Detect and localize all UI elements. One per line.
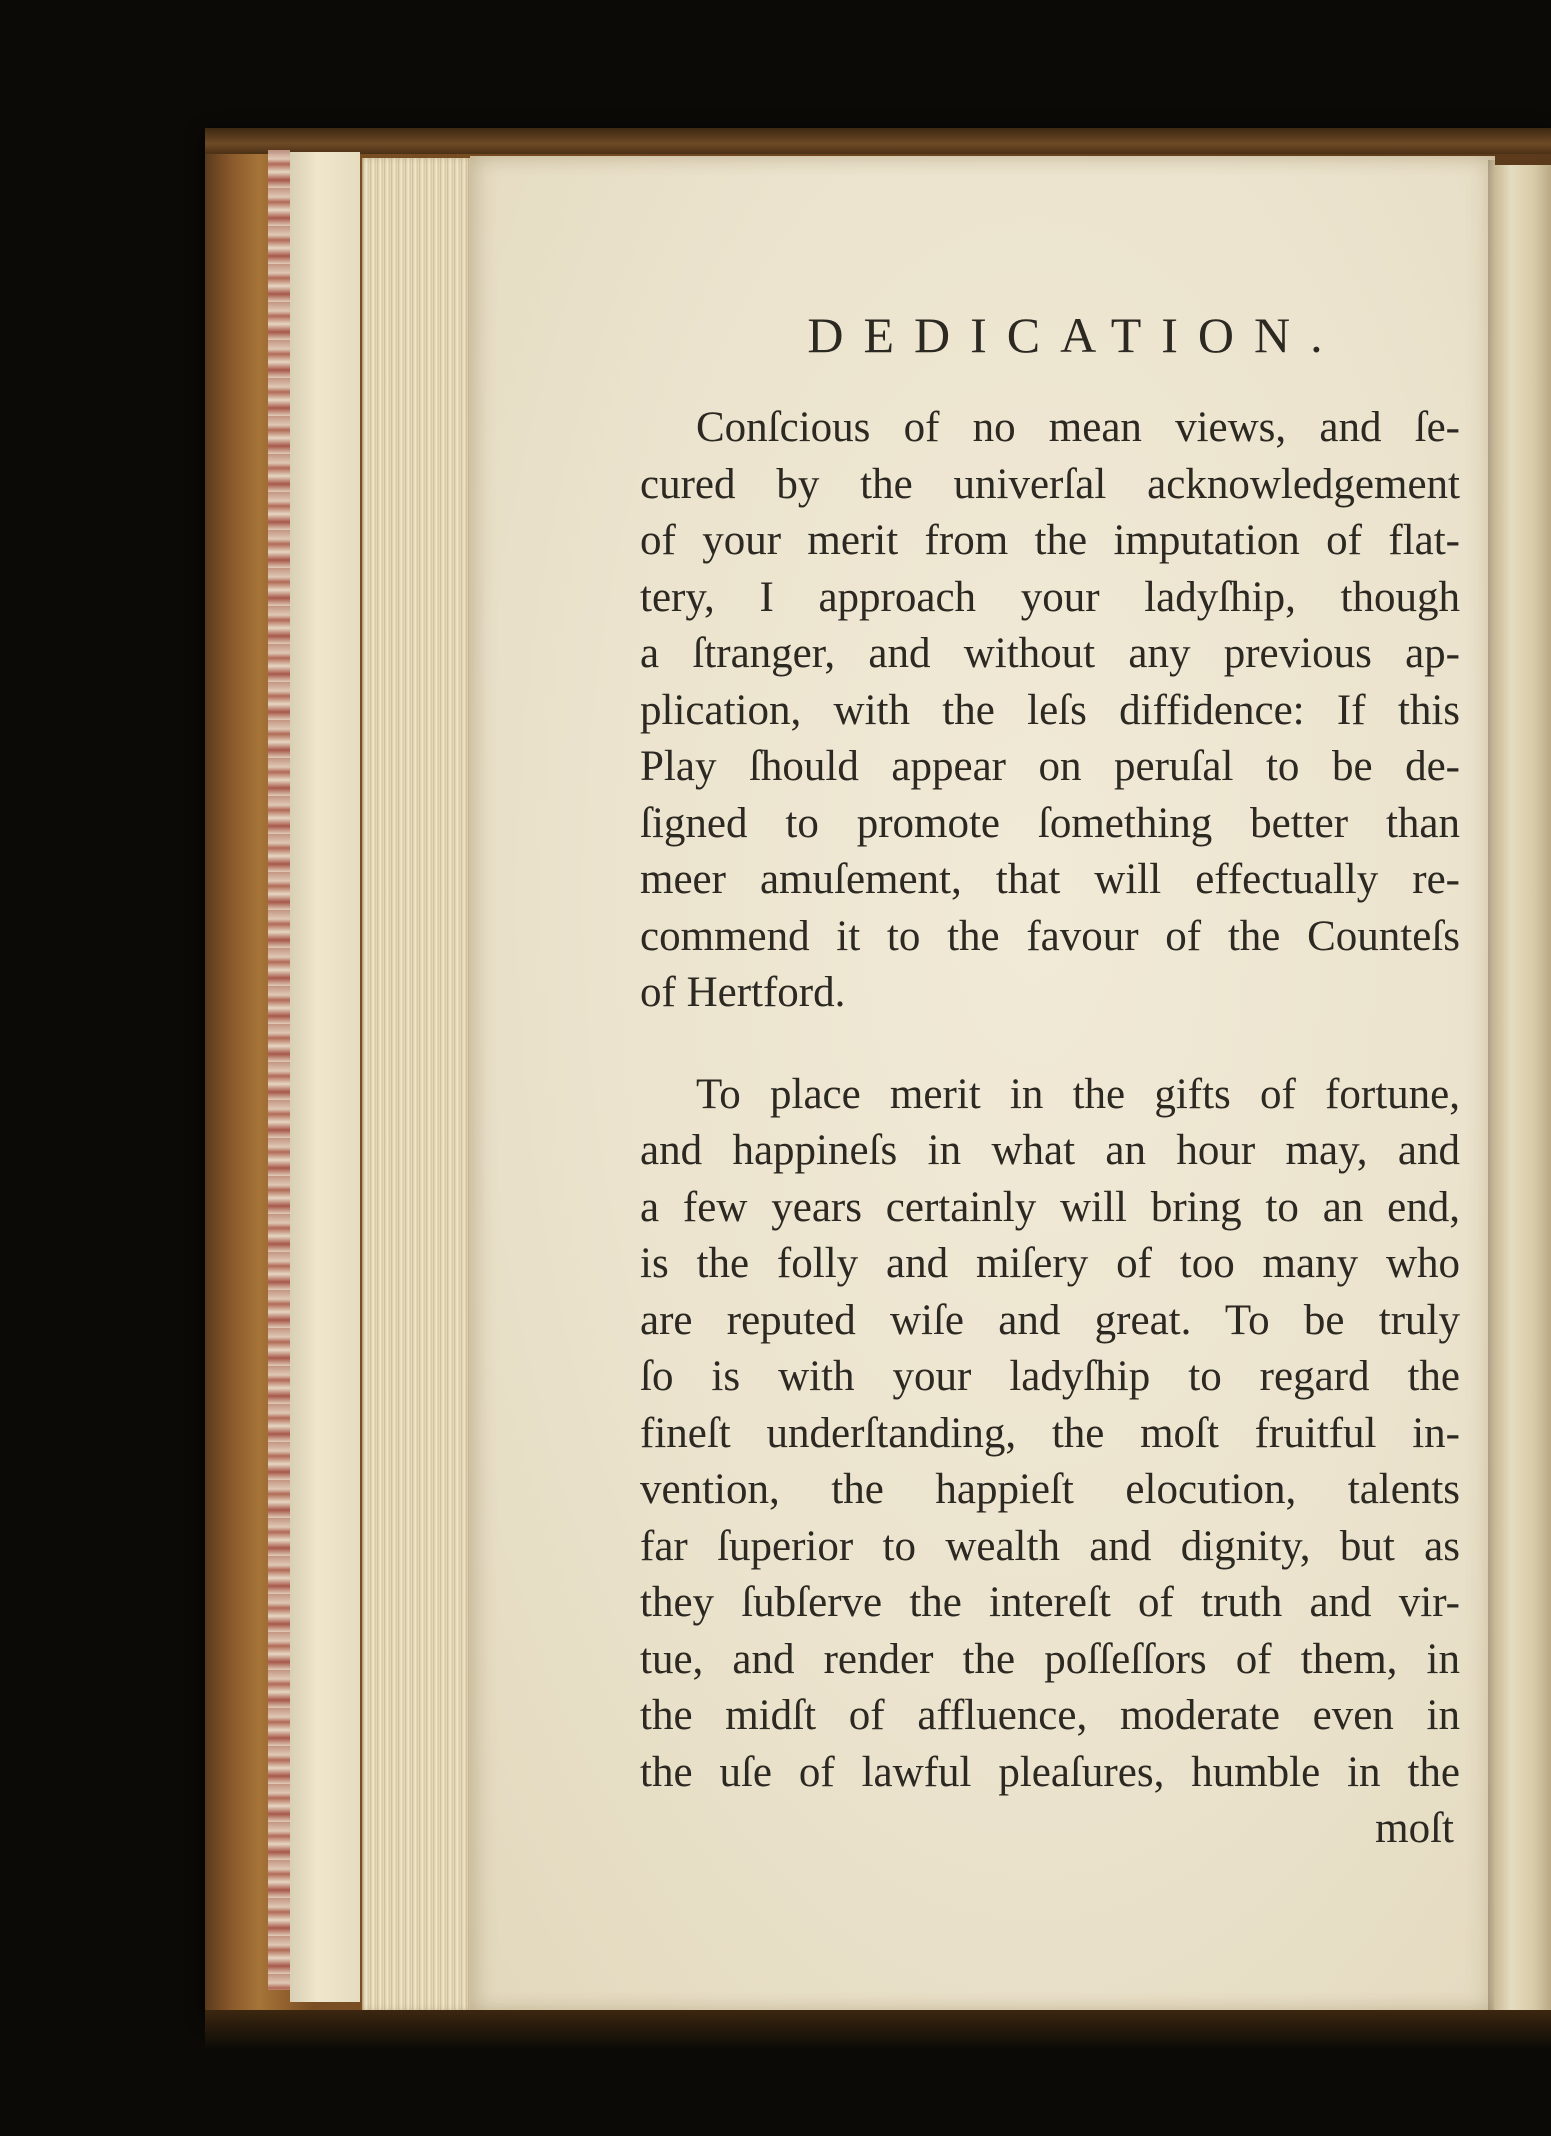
text-line: To place merit in the gifts of fortune,: [696, 1070, 1460, 1118]
text-line: tue, and render the poſſeſſors of them, in: [640, 1635, 1460, 1683]
text-line: commend it to the favour of the Counteſs: [640, 912, 1460, 960]
text-line: Conſcious of no mean views, and ſe-: [696, 404, 1460, 451]
text-line: and happineſs in what an hour may, and: [640, 1127, 1460, 1174]
page-stack: [362, 158, 473, 2010]
bottom-shadow: [205, 2010, 1551, 2050]
text-line: meer amuſement, that will effectually re-: [640, 856, 1460, 903]
text-line: ſo is with your ladyſhip to regard the: [640, 1353, 1460, 1400]
page-heading: DEDICATION.: [807, 307, 1343, 363]
text-line: ſigned to promote ſomething better than: [640, 799, 1460, 847]
marbled-page-edge: [268, 150, 290, 1990]
text-line: plication, with the leſs diffidence: If this: [640, 686, 1460, 734]
text-line: cured by the univerſal acknowledgement: [640, 460, 1460, 508]
text-line: Play ſhould appear on peruſal to be de-: [640, 743, 1460, 790]
text-line: fineſt underſtanding, the moſt fruitful in-: [640, 1409, 1460, 1457]
text-line: a ſtranger, and without any previous ap-: [640, 630, 1460, 677]
text-line: vention, the happieſt elocution, talents: [640, 1466, 1460, 1513]
binding-top-edge: [205, 128, 1551, 154]
paragraph-2: [640, 1067, 1460, 1802]
catchword: moſt: [1375, 1805, 1454, 1852]
paragraph-1: [640, 400, 1460, 1022]
text-line: of your merit from the imputation of flat-: [640, 517, 1460, 564]
text-line: is the folly and miſery of too many who: [640, 1240, 1460, 1287]
left-page-edge: [290, 152, 360, 2002]
text-line: the uſe of lawful pleaſures, humble in the: [640, 1748, 1460, 1796]
text-line: of Hertford.: [640, 969, 846, 1016]
text-line: are reputed wiſe and great. To be truly: [640, 1296, 1460, 1344]
text-line: far ſuperior to wealth and dignity, but as: [640, 1522, 1460, 1570]
page-text: [640, 300, 1460, 1858]
text-line: they ſubſerve the intereſt of truth and vir-: [640, 1579, 1460, 1626]
paragraph-gap: [640, 1022, 1460, 1067]
text-line: a few years certainly will bring to an end,: [640, 1183, 1460, 1231]
text-line: the midſt of affluence, moderate even in: [640, 1692, 1460, 1739]
text-line: tery, I approach your ladyſhip, though: [640, 573, 1460, 621]
right-page-edge: [1494, 165, 1551, 2010]
